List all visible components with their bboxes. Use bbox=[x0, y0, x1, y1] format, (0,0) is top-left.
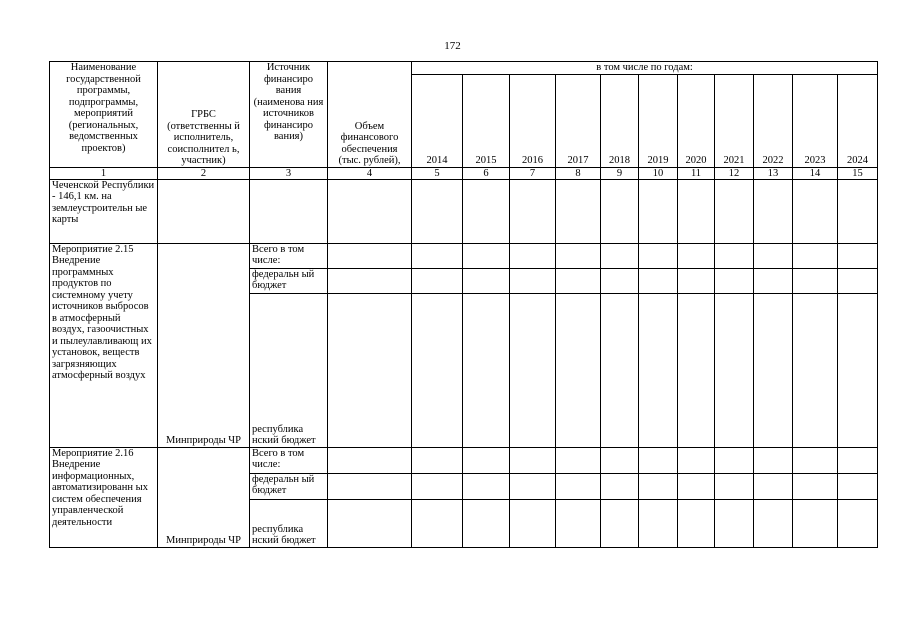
cell-empty bbox=[678, 293, 715, 447]
cell-empty bbox=[838, 293, 878, 447]
header-row-1 bbox=[50, 62, 878, 75]
cell-empty bbox=[639, 243, 678, 268]
header-year: 2020 bbox=[678, 74, 715, 167]
cell-empty bbox=[601, 268, 639, 293]
table-row bbox=[50, 243, 878, 268]
cell-empty bbox=[754, 179, 793, 243]
cell-empty bbox=[639, 473, 678, 499]
row-grbs-measure-2-16: Минприроды ЧР bbox=[158, 447, 250, 547]
cell-empty bbox=[328, 473, 412, 499]
cell-empty bbox=[556, 268, 601, 293]
cell-empty bbox=[678, 499, 715, 547]
row-grbs-measure-2-15: Минприроды ЧР bbox=[158, 243, 250, 447]
cell-empty bbox=[328, 447, 412, 473]
cell-empty bbox=[510, 473, 556, 499]
cell-empty bbox=[328, 179, 412, 243]
cell-empty bbox=[639, 447, 678, 473]
cell-empty bbox=[639, 268, 678, 293]
header-year: 2019 bbox=[639, 74, 678, 167]
column-number: 2 bbox=[158, 167, 250, 179]
cell-empty bbox=[838, 447, 878, 473]
cell-empty bbox=[601, 473, 639, 499]
source-total: Всего в том числе: bbox=[250, 447, 328, 473]
cell-empty bbox=[715, 447, 754, 473]
cell-empty bbox=[678, 179, 715, 243]
cell-empty bbox=[328, 293, 412, 447]
cell-empty bbox=[715, 293, 754, 447]
column-number: 10 bbox=[639, 167, 678, 179]
cell-empty bbox=[328, 243, 412, 268]
row-name-continuation: Чеченской Республики - 146,1 км. на землеустроительн ые карты bbox=[50, 179, 158, 243]
cell-empty bbox=[678, 268, 715, 293]
cell-empty bbox=[328, 499, 412, 547]
header-program-name: Наименование государственной программы, подпрограммы, мероприятий (региональных, ведомственных проектов) bbox=[50, 62, 158, 168]
cell-empty bbox=[678, 447, 715, 473]
column-number: 15 bbox=[838, 167, 878, 179]
cell-empty bbox=[838, 243, 878, 268]
cell-empty bbox=[639, 179, 678, 243]
row-name-measure-2-15: Мероприятие 2.15 Внедрение программных продуктов по системному учету источников выбросов в атмосферный воздух, газоочистных и пылеулавливающ их установок, веществ загрязняющих атмосферный воздух bbox=[50, 243, 158, 447]
cell-empty bbox=[412, 473, 463, 499]
cell-empty bbox=[754, 447, 793, 473]
header-grbs: ГРБС (ответственны й исполнитель, соисполнител ь, участник) bbox=[158, 62, 250, 168]
cell-empty bbox=[639, 499, 678, 547]
cell-empty bbox=[463, 499, 510, 547]
cell-empty bbox=[328, 268, 412, 293]
cell-empty bbox=[463, 243, 510, 268]
cell-empty bbox=[793, 293, 838, 447]
cell-empty bbox=[510, 179, 556, 243]
cell-empty bbox=[601, 293, 639, 447]
table-row bbox=[50, 179, 878, 243]
cell-empty bbox=[412, 179, 463, 243]
column-number: 6 bbox=[463, 167, 510, 179]
cell-empty bbox=[715, 243, 754, 268]
cell-empty bbox=[838, 179, 878, 243]
source-total: Всего в том числе: bbox=[250, 243, 328, 268]
header-year: 2015 bbox=[463, 74, 510, 167]
header-funding-volume: Объем финансового обеспечения (тыс. рублей), bbox=[328, 62, 412, 168]
cell-empty bbox=[556, 473, 601, 499]
cell-empty bbox=[412, 243, 463, 268]
cell-empty bbox=[412, 268, 463, 293]
cell-empty bbox=[463, 268, 510, 293]
cell-empty bbox=[463, 473, 510, 499]
source-federal: федеральн ый бюджет bbox=[250, 268, 328, 293]
cell-empty bbox=[678, 243, 715, 268]
header-year: 2017 bbox=[556, 74, 601, 167]
cell-empty bbox=[754, 243, 793, 268]
cell-empty bbox=[793, 473, 838, 499]
cell-empty bbox=[715, 268, 754, 293]
column-number: 14 bbox=[793, 167, 838, 179]
cell-empty bbox=[556, 179, 601, 243]
column-numbers-row bbox=[50, 167, 878, 179]
header-year: 2022 bbox=[754, 74, 793, 167]
cell-empty bbox=[754, 499, 793, 547]
cell-empty bbox=[510, 499, 556, 547]
cell-empty bbox=[793, 179, 838, 243]
cell-empty bbox=[250, 179, 328, 243]
cell-empty bbox=[601, 447, 639, 473]
cell-empty bbox=[793, 243, 838, 268]
budget-table bbox=[49, 61, 878, 548]
cell-empty bbox=[601, 243, 639, 268]
cell-empty bbox=[838, 268, 878, 293]
cell-empty bbox=[601, 499, 639, 547]
cell-empty bbox=[715, 473, 754, 499]
cell-empty bbox=[754, 268, 793, 293]
cell-empty bbox=[715, 179, 754, 243]
cell-empty bbox=[639, 293, 678, 447]
cell-empty bbox=[678, 473, 715, 499]
cell-empty bbox=[556, 243, 601, 268]
table-row bbox=[50, 447, 878, 473]
cell-empty bbox=[556, 293, 601, 447]
column-number: 4 bbox=[328, 167, 412, 179]
page-number: 172 bbox=[444, 40, 461, 52]
cell-empty bbox=[838, 499, 878, 547]
cell-empty bbox=[463, 179, 510, 243]
header-funding-source: Источник финансиро вания (наименова ния источников финансиро вания) bbox=[250, 62, 328, 168]
header-year: 2021 bbox=[715, 74, 754, 167]
cell-empty bbox=[463, 447, 510, 473]
cell-empty bbox=[412, 293, 463, 447]
column-number: 12 bbox=[715, 167, 754, 179]
cell-empty bbox=[754, 293, 793, 447]
column-number: 9 bbox=[601, 167, 639, 179]
source-republic: республика нский бюджет bbox=[250, 293, 328, 447]
header-years-group: в том числе по годам: bbox=[412, 62, 878, 75]
row-name-measure-2-16: Мероприятие 2.16 Внедрение информационных, автоматизированн ых систем обеспечения управленческой деятельности bbox=[50, 447, 158, 547]
cell-empty bbox=[556, 447, 601, 473]
column-number: 5 bbox=[412, 167, 463, 179]
column-number: 11 bbox=[678, 167, 715, 179]
cell-empty bbox=[793, 268, 838, 293]
cell-empty bbox=[793, 447, 838, 473]
column-number: 13 bbox=[754, 167, 793, 179]
cell-empty bbox=[158, 179, 250, 243]
column-number: 1 bbox=[50, 167, 158, 179]
cell-empty bbox=[793, 499, 838, 547]
cell-empty bbox=[412, 499, 463, 547]
source-federal: федеральн ый бюджет bbox=[250, 473, 328, 499]
header-year: 2024 bbox=[838, 74, 878, 167]
cell-empty bbox=[412, 447, 463, 473]
column-number: 8 bbox=[556, 167, 601, 179]
source-republic: республика нский бюджет bbox=[250, 499, 328, 547]
header-year: 2016 bbox=[510, 74, 556, 167]
cell-empty bbox=[510, 243, 556, 268]
cell-empty bbox=[510, 447, 556, 473]
cell-empty bbox=[838, 473, 878, 499]
cell-empty bbox=[601, 179, 639, 243]
cell-empty bbox=[510, 293, 556, 447]
header-year: 2014 bbox=[412, 74, 463, 167]
column-number: 3 bbox=[250, 167, 328, 179]
cell-empty bbox=[556, 499, 601, 547]
cell-empty bbox=[715, 499, 754, 547]
header-year: 2023 bbox=[793, 74, 838, 167]
cell-empty bbox=[510, 268, 556, 293]
column-number: 7 bbox=[510, 167, 556, 179]
header-year: 2018 bbox=[601, 74, 639, 167]
cell-empty bbox=[463, 293, 510, 447]
cell-empty bbox=[754, 473, 793, 499]
